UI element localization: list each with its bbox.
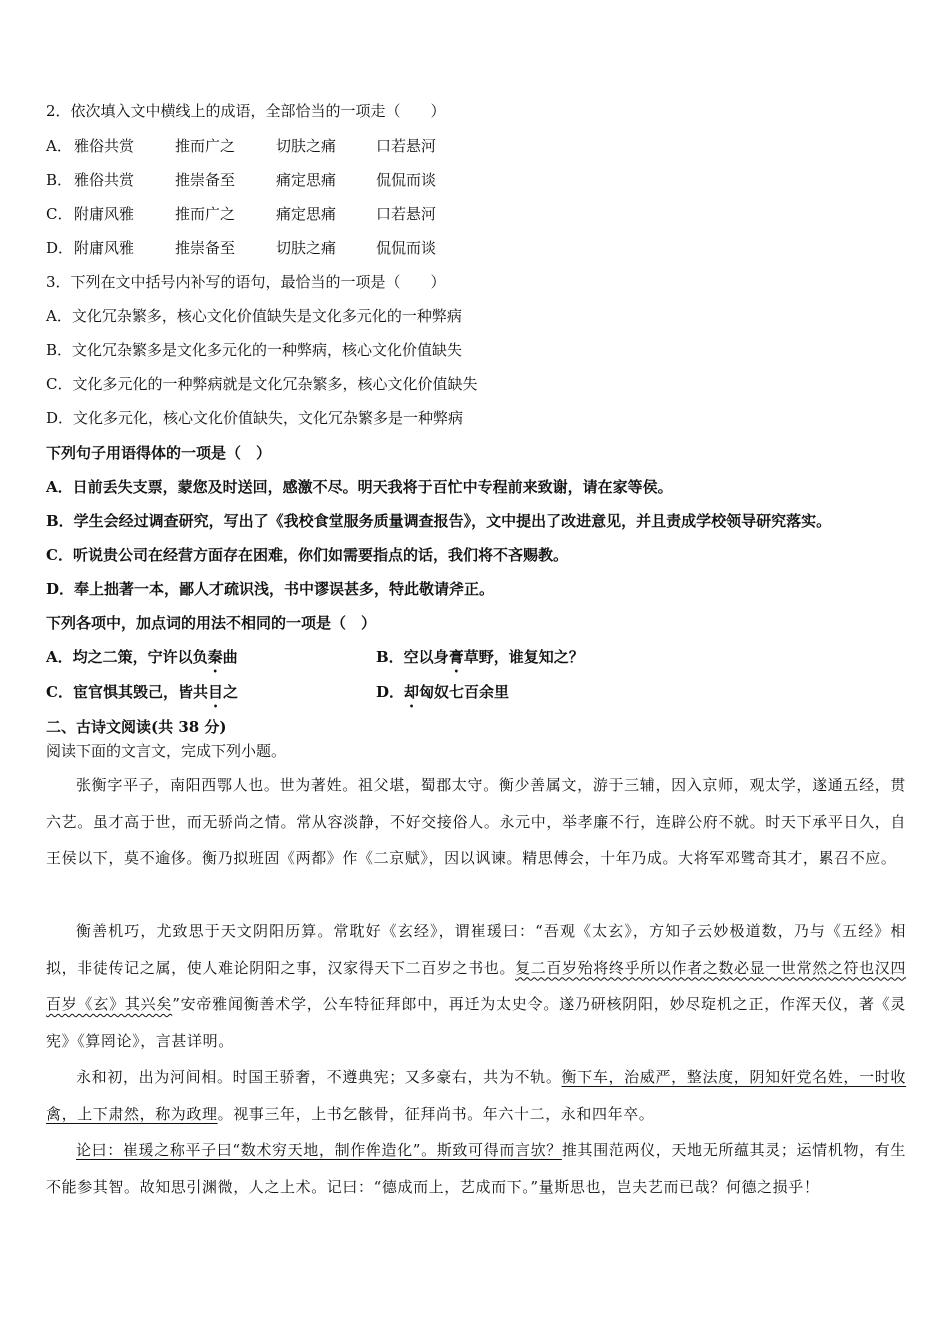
q3-stem: 3．下列在文中括号内补写的语句，最恰当的一项是（ ） [46, 273, 446, 291]
q4-option-d: D．奉上拙著一本，鄙人才疏识浅，书中谬误甚多，特此敬请斧正。 [46, 580, 495, 598]
option-text: D． [376, 683, 405, 701]
idiom: 口若悬河 [376, 137, 437, 155]
idiom: 侃侃而谈 [376, 239, 437, 257]
q3-option-a: A．文化冗杂繁多，核心文化价值缺失是文化多元化的一种弊病 [46, 307, 462, 325]
wavy-underlined-sentence: 复二百岁殆将终乎所以作者之数必显一世常然之符也汉四百岁《玄》其兴矣 [46, 958, 906, 1013]
q5-option-c [46, 682, 238, 711]
option-label: C． [46, 205, 73, 223]
section-instruction: 阅读下面的文言文，完成下列小题。 [46, 742, 287, 760]
q2-option-c [46, 204, 436, 224]
option-label: B． [46, 171, 73, 189]
passage-paragraph-1: 张衡字平子，南阳西鄂人也。世为著姓。祖父堪，蜀郡太守。衡少善属文，游于三辅，因入京师，观太学，遂通五经，贯六艺。虽才高于世，而无骄尚之情。常从容淡静，不好交接俗人。永元中，举孝廉不行，连辟公府不就。时天下承平日久，自王侯以下，莫不逾侈。衡乃拟班固《两都》作《二京赋》，因以讽谏。精思傅会，十年乃成。大将军邓骘奇其才，累召不应。 [46, 776, 906, 867]
option-label: D． [46, 239, 74, 257]
dotted-word: 膏 [448, 648, 464, 666]
idiom: 附庸风雅 [74, 205, 135, 223]
idiom: 附庸风雅 [74, 239, 135, 257]
idiom: 雅俗共赏 [74, 137, 135, 155]
dotted-word: 秦 [207, 648, 223, 666]
q2-option-a [46, 136, 436, 156]
passage-text: 。视事三年，上书乞骸骨，征拜尚书。年六十二，永和四年卒。 [217, 1104, 655, 1123]
idiom: 痛定思痛 [276, 171, 337, 189]
q2-option-d [46, 238, 436, 258]
idiom: 推而广之 [175, 137, 236, 155]
q4-option-c: C．听说贵公司在经营方面存在困难，你们如需要指点的话，我们将不吝赐教。 [46, 546, 568, 564]
q4-stem: 下列句子用语得体的一项是（ ） [46, 444, 272, 462]
q5-option-a [46, 647, 238, 676]
q2-option-b [46, 170, 436, 190]
option-text: A．均之二策，宁许以负 [46, 648, 208, 666]
idiom: 推而广之 [175, 205, 236, 223]
passage-text: 推其围范两仪，天地无所蕴其灵；运情机物，有生不能参其智。故知思引渊微，人之上术。记曰：“德成而上，艺成而下。”量斯思也，岂夫艺而已哉？何德之损乎！ [46, 1141, 906, 1196]
dotted-word: 目 [207, 683, 223, 701]
section-title: 二、古诗文阅读(共 38 分) [46, 718, 227, 736]
idiom: 切肤之痛 [276, 239, 337, 257]
option-text: C．宦官惧其毁己，皆共 [46, 683, 208, 701]
q5-stem: 下列各项中，加点词的用法不相同的一项是（ ） [46, 614, 377, 632]
passage-paragraph-4 [46, 1132, 906, 1205]
q2-stem: 2．依次填入文中横线上的成语，全部恰当的一项走（ ） [46, 102, 446, 120]
idiom: 切肤之痛 [276, 137, 337, 155]
underlined-sentence: 论曰：崔瑗之称平子曰“数术穷天地，制作侔造化”。斯致可得而言欤？ [76, 1141, 562, 1159]
passage-text: 衡善机巧，尤致思于天文阴阳历算。常耽好《玄经》，谓崔瑗曰：“吾观《太玄》，方知子云妙极道数，乃与《五经》相拟，非徒传记之属，使人难论阴阳之事，汉家得天下二百岁之书也。 [46, 922, 906, 977]
idiom: 痛定思痛 [276, 205, 337, 223]
option-text: B．空以身 [376, 648, 449, 666]
passage-paragraph-3 [46, 1059, 906, 1132]
option-text: 曲 [222, 648, 238, 666]
option-text: 草野，谁复知之？ [463, 648, 584, 666]
option-text: 之 [222, 683, 238, 701]
q5-option-d [376, 682, 509, 711]
idiom: 口若悬河 [376, 205, 437, 223]
q3-option-c: C．文化多元化的一种弊病就是文化冗杂繁多，核心文化价值缺失 [46, 375, 478, 393]
q5-option-b [376, 647, 584, 676]
passage-text: ”安帝雅闻衡善术学，公车特征拜郎中，再迁为太史令。遂乃研核阴阳，妙尽琁机之正，作浑天仪，著《灵宪》《算罔论》，言甚详明。 [46, 995, 906, 1050]
underlined-sentence: 衡下车，治威严，整法度，阴知奸党名姓，一时收禽，上下肃然，称为政理 [46, 1068, 907, 1123]
q3-option-b: B．文化冗杂繁多是文化多元化的一种弊病，核心文化价值缺失 [46, 341, 463, 359]
idiom: 雅俗共赏 [74, 171, 135, 189]
option-label: A． [46, 137, 72, 155]
idiom: 推崇备至 [175, 171, 236, 189]
idiom: 推崇备至 [175, 239, 236, 257]
q3-option-d: D．文化多元化，核心文化价值缺失，文化冗杂繁多是一种弊病 [46, 409, 464, 427]
q4-option-a: A．日前丢失支票，蒙您及时送回，感激不尽。明天我将于百忙中专程前来致谢，请在家等侯。 [46, 478, 673, 496]
passage-text: 永和初，出为河间相。时国王骄奢，不遵典宪；又多豪右，共为不轨。 [76, 1068, 562, 1086]
option-text: 匈奴七百余里 [419, 683, 510, 701]
dotted-word: 却 [404, 683, 420, 701]
passage-paragraph-2 [46, 913, 906, 1059]
idiom: 侃侃而谈 [376, 171, 437, 189]
q4-option-b: B．学生会经过调查研究，写出了《我校食堂服务质量调查报告》，文中提出了改进意见，并且责成学校领导研究落实。 [46, 512, 832, 530]
